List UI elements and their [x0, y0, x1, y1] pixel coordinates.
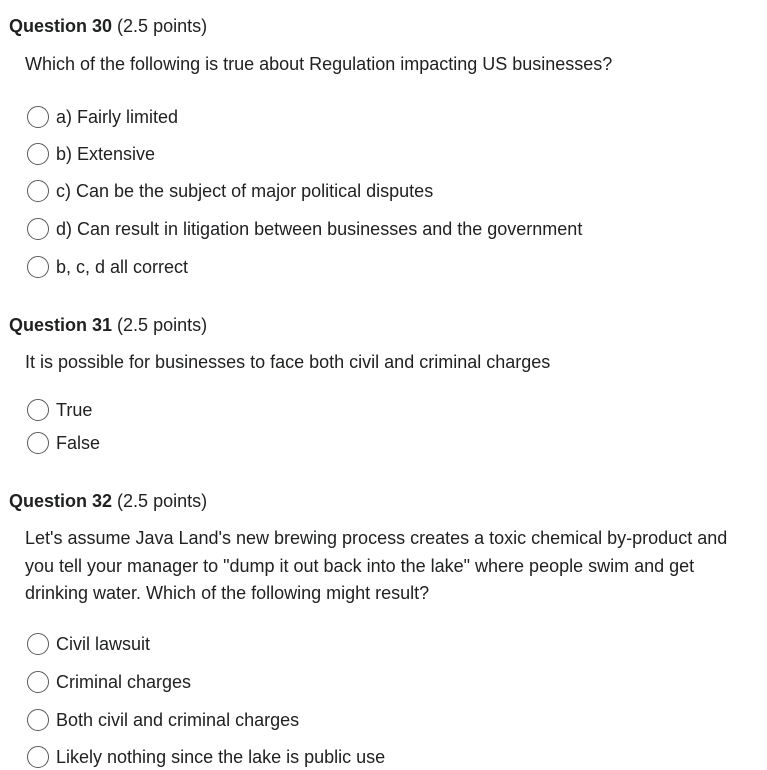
radio-button[interactable] — [27, 709, 49, 731]
answer-option-both-charges[interactable] — [27, 707, 299, 733]
option-label: b) Extensive — [56, 144, 156, 164]
radio-button[interactable] — [27, 399, 49, 421]
answer-option-civil-lawsuit[interactable] — [27, 631, 150, 657]
question-header — [9, 15, 207, 37]
answer-option-d[interactable] — [27, 216, 582, 242]
option-label: Both civil and criminal charges — [56, 710, 300, 730]
question-title: Question 32 — [9, 491, 113, 511]
option-label: Civil lawsuit — [56, 634, 151, 654]
option-label: Criminal charges — [56, 672, 192, 692]
answer-option-a[interactable] — [27, 104, 178, 130]
answer-option-true[interactable] — [27, 397, 92, 423]
radio-button[interactable] — [27, 180, 49, 202]
question-text: It is possible for businesses to face both civil and criminal charges — [25, 352, 551, 372]
answer-option-c[interactable] — [27, 178, 433, 204]
radio-button[interactable] — [27, 256, 49, 278]
option-label: b, c, d all correct — [56, 257, 189, 277]
question-points: (2.5 points) — [117, 16, 208, 36]
question-text: Let's assume Java Land's new brewing process creates a toxic chemical by-product and you tell your manager to "dump it out back into the lake" where people swim and get drinking water. Which of the following might result? — [25, 528, 728, 603]
radio-button[interactable] — [27, 671, 49, 693]
radio-button[interactable] — [27, 143, 49, 165]
radio-button[interactable] — [27, 432, 49, 454]
radio-button[interactable] — [27, 106, 49, 128]
answer-option-false[interactable] — [27, 430, 100, 456]
question-header — [9, 314, 207, 336]
option-label: Likely nothing since the lake is public use — [56, 747, 386, 767]
question-points: (2.5 points) — [117, 315, 208, 335]
answer-option-b[interactable] — [27, 141, 155, 167]
option-label: c) Can be the subject of major political disputes — [56, 181, 434, 201]
option-label: False — [56, 433, 101, 453]
question-points: (2.5 points) — [117, 491, 208, 511]
answer-option-e[interactable] — [27, 254, 188, 280]
answer-option-criminal-charges[interactable] — [27, 669, 191, 695]
option-label: a) Fairly limited — [56, 107, 179, 127]
question-header — [9, 490, 207, 512]
question-text: Which of the following is true about Regulation impacting US businesses? — [25, 54, 613, 74]
radio-button[interactable] — [27, 746, 49, 768]
radio-button[interactable] — [27, 633, 49, 655]
answer-option-likely-nothing[interactable] — [27, 744, 385, 770]
question-title: Question 31 — [9, 315, 113, 335]
radio-button[interactable] — [27, 218, 49, 240]
question-title: Question 30 — [9, 16, 113, 36]
option-label: d) Can result in litigation between businesses and the government — [56, 219, 583, 239]
option-label: True — [56, 400, 93, 420]
